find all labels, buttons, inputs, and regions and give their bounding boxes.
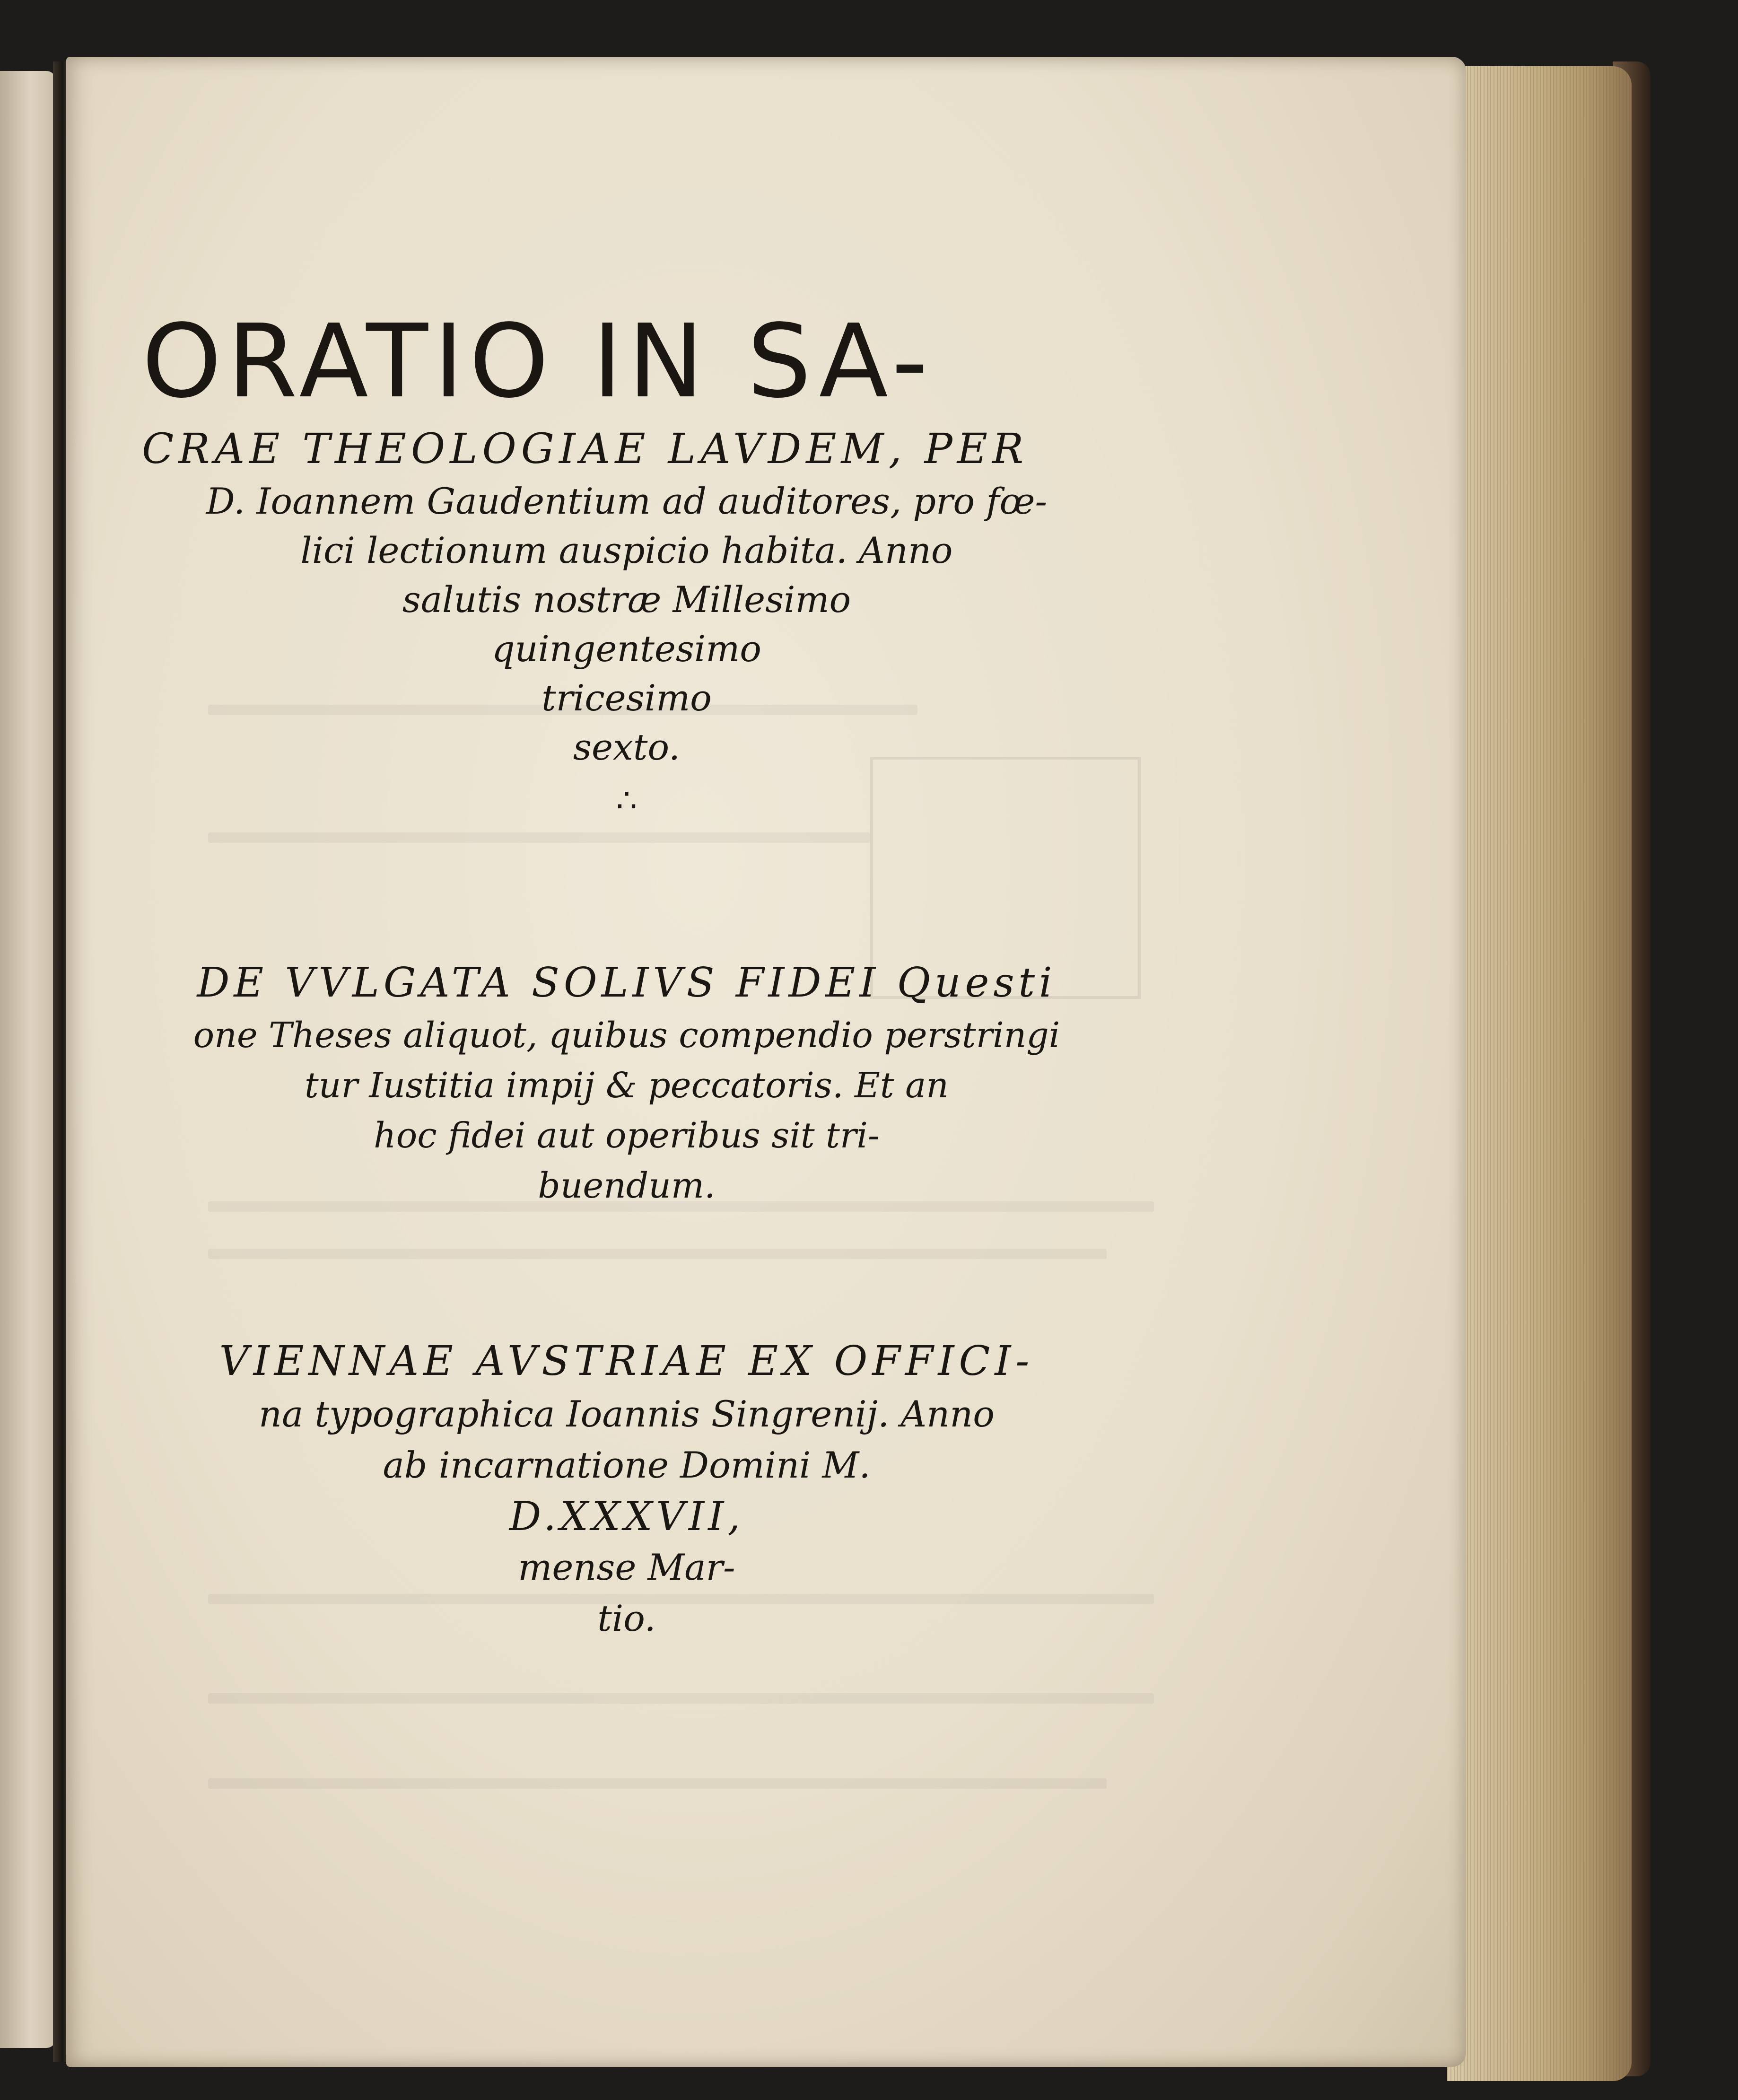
title-line-3: D. Ioannem Gaudentium ad auditores, pro fœ- — [206, 480, 1048, 522]
page-fore-edge — [1447, 66, 1632, 2081]
title-line-5: salutis nostræ Millesimo — [402, 578, 851, 621]
show-through-line — [208, 1249, 1107, 1259]
show-through-line — [208, 832, 870, 843]
imprint-line: na typographica Ioannis Singrenij. Anno — [259, 1393, 995, 1435]
left-page-edge — [0, 71, 56, 2048]
title-line-8: sexto. — [573, 726, 680, 768]
imprint-line: tio. — [597, 1597, 656, 1639]
title-line-2: CRAE THEOLOGIAE LAVDEM, PER — [142, 424, 1029, 473]
second-work-line: buendum. — [538, 1165, 716, 1206]
show-through-line — [208, 1778, 1107, 1789]
ornament-icon: ∴ — [616, 781, 638, 820]
second-work-line: DE VVLGATA SOLIVS FIDEI Questi — [197, 959, 1057, 1006]
imprint-line: ab incarnatione Domini M. — [383, 1444, 871, 1486]
main-title-block — [142, 303, 1111, 829]
imprint-block — [142, 1334, 1111, 1644]
second-work-line: tur Iustitia impij & peccatoris. Et an — [305, 1065, 949, 1106]
imprint-line: VIENNAE AVSTRIAE EX OFFICI- — [219, 1338, 1034, 1385]
show-through-line — [208, 1693, 1154, 1704]
second-work-block — [142, 955, 1111, 1211]
imprint-line: mense Mar- — [518, 1546, 735, 1588]
title-line-1: ORATIO IN SA- — [142, 303, 934, 420]
title-line-4: lici lectionum auspicio habita. Anno — [300, 529, 953, 571]
title-line-6: quingentesimo — [491, 628, 762, 670]
second-work-line: one Theses aliquot, quibus compendio perstringi — [193, 1015, 1060, 1056]
second-work-line: hoc fidei aut operibus sit tri- — [374, 1115, 880, 1156]
imprint-line: D.XXXVII, — [509, 1493, 744, 1540]
title-line-7: tricesimo — [541, 677, 712, 719]
